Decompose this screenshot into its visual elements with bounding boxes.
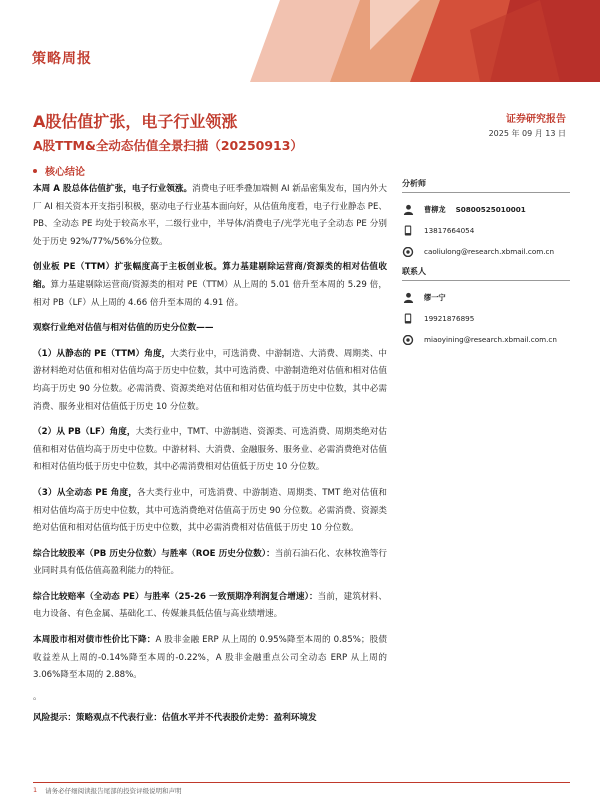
analyst-email[interactable]: caoliulong@research.xbmail.com.cn — [424, 247, 555, 256]
contact-name: 缪一宁 — [424, 292, 446, 302]
paragraph-text: A 股非金融 ERP 从上周的 0.95%降至本周的 0.85%；股债收益差从上周的-0.14%降至本周的-0.22%，A 股非金融重点公司全动态 ERP 从上周的 3.06%降至本周的 2.88%。 — [33, 635, 387, 681]
body-text — [33, 181, 387, 732]
person-icon — [402, 292, 414, 304]
bullet-icon — [33, 169, 37, 173]
email-icon — [402, 246, 414, 258]
paragraph — [33, 346, 387, 416]
paragraph-lead: 风险提示：策略观点不代表行业：估值水平并不代表股价走势：盈利环境发 — [33, 713, 317, 724]
paragraph-text: 消费电子旺季叠加端侧 AI 新品密集发布，国内外大厂 AI 相关资本开支指引积极，驱动电子行业基本面向好，从估值角度看，电子行业静态 PE、PB、全动态 PE 均处于较高水平，二级行业中，半导体/消费电子/光学光电子全动态 PE 分别处于历史 92%/77%/56%分位数。 — [33, 184, 387, 247]
phone-icon — [402, 225, 414, 237]
analyst-label: 分析师 — [402, 178, 570, 193]
core-conclusion-heading — [33, 163, 85, 178]
analyst-license: S0800525010001 — [455, 205, 526, 214]
paragraph-lead: 本周股市相对债市性价比下降： — [33, 635, 156, 646]
paragraph — [33, 259, 387, 312]
paragraph-lead: 本周 A 股总体估值扩张，电子行业领涨。 — [33, 184, 193, 194]
paragraph-text: 各大类行业中，可选消费、中游制造、周期类、TMT 绝对估值和相对估值均高于历史中位数，其中可选消费绝对估值高于历史 90 分位数。必需消费、资源类绝对估值和相对估值均低于历史中位数，其中必需消费相对估值低于历史 10 分位数。 — [33, 487, 387, 534]
paragraph-lead: 综合比较股率（PB 历史分位数）与胜率（ROE 历史分位数）： — [33, 548, 275, 559]
contact-name-row — [402, 287, 570, 308]
paragraph-text: 当前石油石化、农林牧渔等行业同时具有低估值高盈利能力的特征。 — [33, 548, 387, 577]
contact-phone: 19921876895 — [424, 314, 475, 323]
footer-divider — [33, 782, 570, 783]
paragraph-text: 。 — [33, 691, 42, 702]
banner-geometric-art — [220, 0, 600, 82]
header-banner — [0, 0, 600, 82]
report-subtitle: A股TTM&全动态估值全景扫描（20250913） — [33, 138, 303, 153]
phone-icon — [402, 313, 414, 325]
analyst-email-row — [402, 241, 570, 262]
paragraph-lead: 观察行业绝对估值与相对估值的历史分位数—— — [33, 323, 214, 334]
email-icon — [402, 334, 414, 346]
paragraph-lead: 创业板 PE（TTM）扩张幅度高于主板创业板。算力基建剔除运营商/资源类的相对估值收缩。 — [33, 262, 387, 290]
paragraph — [33, 546, 387, 581]
paragraph — [33, 320, 387, 338]
paragraph — [33, 632, 387, 685]
paragraph — [33, 589, 387, 624]
paragraph — [33, 689, 387, 707]
contact-label: 联系人 — [402, 266, 570, 281]
report-date: 2025 年 09 月 13 日 — [488, 129, 566, 138]
contact-email-row — [402, 329, 570, 350]
contact-email[interactable]: miaoyining@research.xbmail.com.cn — [424, 335, 557, 344]
paragraph-text: 大类行业中，TMT、中游制造、资源类、可选消费、周期类绝对估值和相对估值均高于历史中位数。中游材料、大消费、金融服务、服务业、必需消费绝对估值和相对估值均低于历史中位数，其中必需消费相对估值低于历史 10 分位数。 — [33, 427, 387, 473]
page-number: 1 — [33, 786, 38, 794]
risk-warning — [33, 710, 387, 728]
paragraph — [33, 485, 387, 538]
paragraph — [33, 424, 387, 477]
paragraph-lead: （1）从静态的 PE（TTM）角度， — [33, 348, 171, 359]
analyst-name: 曹柳龙 — [424, 204, 446, 214]
report-type: 证券研究报告 — [506, 114, 566, 125]
paragraph-text: 算力基建剔除运营商/资源类的相对 PE（TTM）从上周的 5.01 倍升至本周的 5.29 倍，相对 PB（LF）从上周的 4.66 倍升至本周的 4.91 倍。 — [33, 279, 387, 308]
analyst-phone-row — [402, 220, 570, 241]
paragraph — [33, 181, 387, 251]
footer-disclaimer: 请务必仔细阅读报告尾部的投资评级说明和声明 — [45, 787, 182, 795]
author-info — [402, 178, 570, 350]
paragraph-lead: （2）从 PB（LF）角度， — [33, 427, 136, 438]
paragraph-lead: 综合比较赔率（全动态 PE）与胜率（25-26 一致预期净利润复合增速）： — [33, 591, 318, 602]
person-icon — [402, 204, 414, 216]
section-label: 策略周报 — [32, 51, 92, 67]
report-title: A股估值扩张，电子行业领涨 — [33, 112, 238, 131]
page-footer — [33, 786, 182, 795]
paragraph-text: 大类行业中，可选消费、中游制造、大消费、周期类、中游材料绝对估值和相对估值均高于历史中位数，其中可选消费、中游制造绝对估值和相对估值均高于历史 90 分位数。必需消费、资源类绝对估值和相对估值均低于历史中位数，其中必需消费、服务业相对估值低于历史 10 分位数。 — [33, 348, 387, 412]
analyst-name-row — [402, 199, 570, 220]
analyst-phone: 13817664054 — [424, 226, 475, 235]
paragraph-lead: （3）从全动态 PE 角度， — [33, 487, 138, 498]
contact-phone-row — [402, 308, 570, 329]
core-conclusion-label: 核心结论 — [45, 167, 85, 178]
paragraph-text: 当前，建筑材料、电力设备、有色金属、基础化工、传媒兼具低估值与高业绩增速。 — [33, 591, 387, 620]
